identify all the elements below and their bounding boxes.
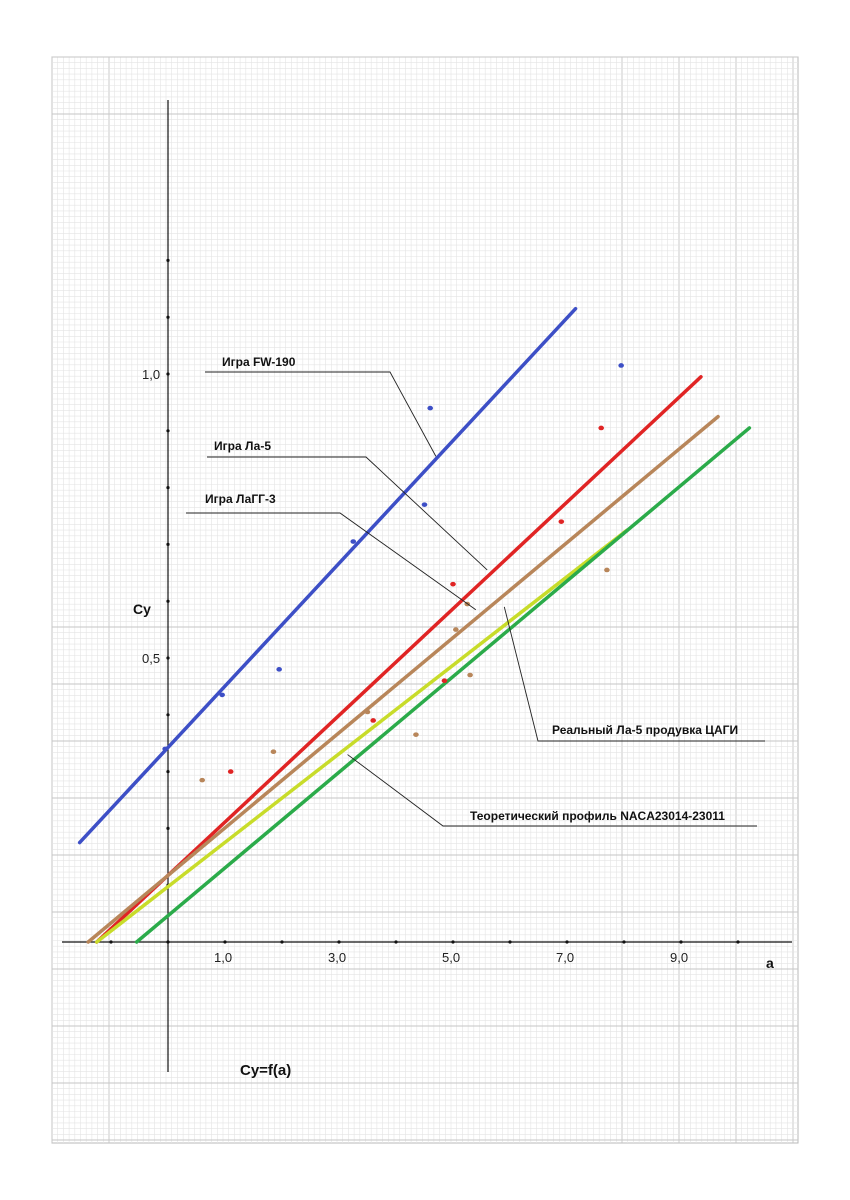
x-tick-mark (109, 940, 112, 943)
annotation-label-3: Игра ЛаГГ-3 (205, 492, 276, 506)
annotation-label-4: Реальный Ла-5 продувка ЦАГИ (552, 723, 739, 737)
y-tick-mark (166, 259, 169, 262)
annotation-label-1: Игра FW-190 (222, 355, 296, 369)
y-tick-mark (166, 713, 169, 716)
x-tick-mark (166, 940, 169, 943)
data-point-series-2 (598, 426, 604, 431)
x-tick-mark (223, 940, 226, 943)
x-tick-mark (679, 940, 682, 943)
x-tick-label: 9,0 (670, 950, 689, 965)
x-tick-mark (280, 940, 283, 943)
grid-border (52, 57, 798, 1143)
data-point-series-1 (219, 693, 225, 698)
data-point-series-3 (365, 710, 371, 715)
x-tick-label: 7,0 (556, 950, 575, 965)
data-point-series-2 (228, 769, 234, 774)
data-point-series-3 (413, 732, 419, 737)
y-tick-mark (166, 429, 169, 432)
data-point-series-2 (559, 519, 565, 524)
y-tick-mark (166, 543, 169, 546)
y-tick-mark (166, 770, 169, 773)
data-point-series-3 (453, 627, 459, 632)
y-tick-mark (166, 827, 169, 830)
data-point-series-3 (199, 778, 205, 783)
data-point-series-1 (350, 539, 356, 544)
data-point-series-2 (450, 582, 456, 587)
x-tick-label: 5,0 (442, 950, 461, 965)
data-point-series-2 (442, 678, 448, 683)
data-point-series-1 (618, 363, 624, 368)
data-point-series-3 (271, 749, 277, 754)
chart-caption: Cy=f(a) (240, 1062, 292, 1079)
annotation-label-5: Теоретический профиль NACA23014-23011 (470, 809, 725, 823)
y-tick-mark (166, 600, 169, 603)
x-tick-mark (508, 940, 511, 943)
x-tick-mark (451, 940, 454, 943)
x-tick-mark (394, 940, 397, 943)
y-tick-mark (166, 316, 169, 319)
data-point-series-2 (370, 718, 376, 723)
y-tick-label: 1,0 (142, 367, 161, 382)
y-tick-label: 0,5 (142, 651, 161, 666)
y-axis-label: Cy (133, 601, 151, 617)
x-tick-mark (736, 940, 739, 943)
x-tick-mark (622, 940, 625, 943)
data-point-series-1 (162, 747, 168, 752)
grid-paper (52, 57, 798, 1143)
data-point-series-1 (422, 502, 428, 507)
y-tick-mark (166, 486, 169, 489)
x-tick-mark (337, 940, 340, 943)
data-point-series-1 (276, 667, 282, 672)
data-point-series-1 (427, 406, 433, 411)
x-axis-label: a (766, 955, 774, 971)
x-tick-label: 1,0 (214, 950, 233, 965)
data-point-series-3 (467, 673, 473, 678)
y-tick-mark (166, 656, 169, 659)
annotation-label-2: Игра Ла-5 (214, 439, 272, 453)
data-point-series-3 (604, 568, 610, 573)
x-tick-mark (565, 940, 568, 943)
y-tick-mark (166, 372, 169, 375)
x-tick-label: 3,0 (328, 950, 347, 965)
